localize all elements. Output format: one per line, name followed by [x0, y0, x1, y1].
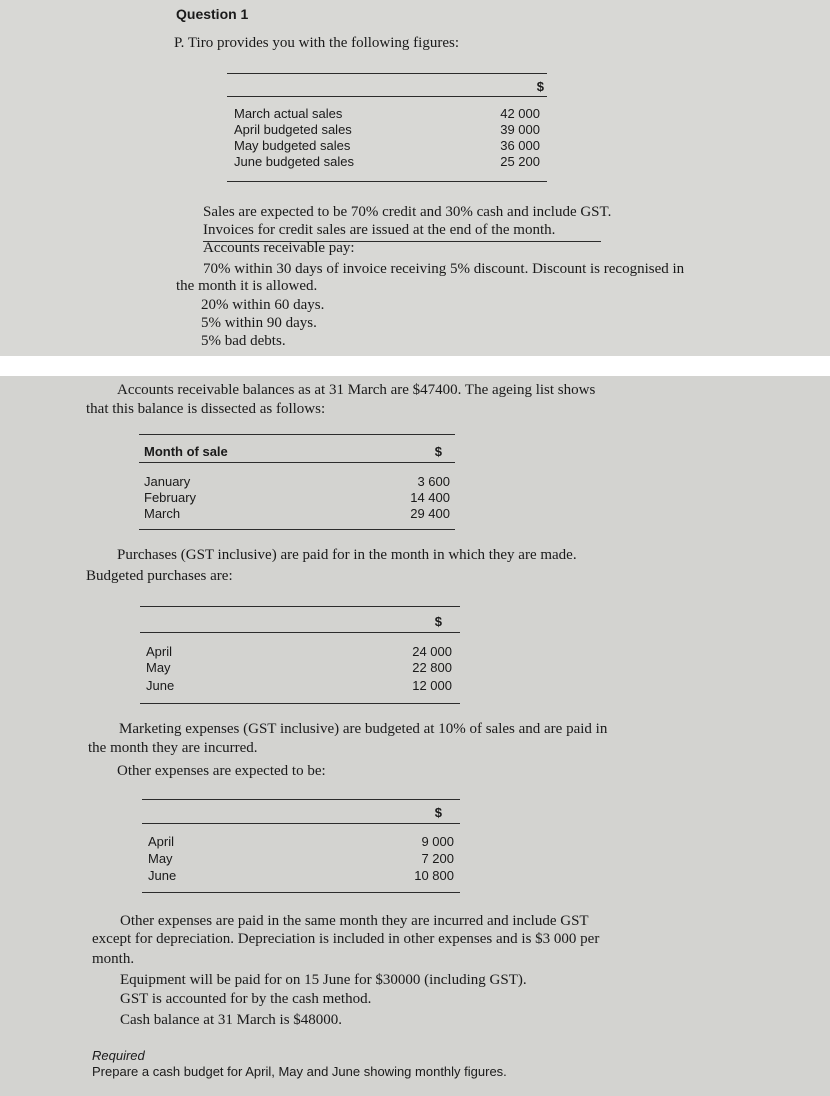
marketing-text: Marketing expenses (GST inclusive) are budgeted at 10% of sales and are paid in [119, 721, 608, 737]
other-expenses-row-value: 9 000 [421, 834, 454, 849]
marketing-text: Other expenses are expected to be: [117, 763, 326, 779]
sales-row-label: June budgeted sales [234, 154, 354, 169]
closing-note: month. [92, 951, 135, 967]
receivables-currency-header: $ [434, 444, 442, 459]
sales-row-label: May budgeted sales [234, 138, 351, 153]
closing-note: Other expenses are paid in the same month they are incurred and include GST [120, 913, 589, 929]
sales-note: 70% within 30 days of invoice receiving 5% discount. Discount is recognised in [203, 261, 685, 277]
receivables-row-label: January [144, 474, 191, 489]
sales-row-label: March actual sales [234, 106, 343, 121]
sales-row-value: 39 000 [500, 122, 540, 137]
receivables-row-value: 3 600 [417, 474, 450, 489]
sales-note: 5% bad debts. [201, 333, 286, 349]
purchases-text: Budgeted purchases are: [86, 568, 233, 584]
other-expenses-row-label: May [148, 851, 173, 866]
purchases-row-value: 24 000 [412, 644, 452, 659]
receivables-text: Accounts receivable balances as at 31 March are $47400. The ageing list shows [117, 382, 596, 398]
receivables-row-label: February [144, 490, 197, 505]
other-expenses-row-label: April [148, 834, 175, 849]
other-expenses-currency-header: $ [434, 805, 442, 820]
question-title: Question 1 [176, 6, 249, 22]
other-expenses-row-label: June [148, 868, 177, 883]
other-expenses-row-value: 7 200 [421, 851, 454, 866]
sales-note: the month it is allowed. [176, 278, 318, 294]
receivables-text: that this balance is dissected as follows: [86, 401, 326, 417]
sales-row-value: 42 000 [500, 106, 540, 121]
sales-note: Sales are expected to be 70% credit and 30% cash and include GST. [203, 204, 612, 220]
receivables-row-value: 14 400 [410, 490, 450, 505]
required-label: Required [92, 1048, 145, 1063]
page-gap [0, 356, 830, 376]
closing-note: except for depreciation. Depreciation is included in other expenses and is $3 000 per [92, 931, 600, 947]
sales-currency-header: $ [536, 79, 544, 94]
closing-note: Cash balance at 31 March is $48000. [120, 1012, 343, 1028]
sales-row-value: 36 000 [500, 138, 540, 153]
closing-note: Equipment will be paid for on 15 June for $30000 (including GST). [120, 972, 527, 988]
sales-note: 20% within 60 days. [201, 297, 325, 313]
other-expenses-row-value: 10 800 [414, 868, 454, 883]
sales-note: 5% within 90 days. [201, 315, 317, 331]
page-upper [0, 0, 830, 356]
closing-note: GST is accounted for by the cash method. [120, 991, 372, 1007]
receivables-row-value: 29 400 [410, 506, 450, 521]
question-intro: P. Tiro provides you with the following figures: [174, 35, 460, 51]
marketing-text: the month they are incurred. [88, 740, 258, 756]
purchases-currency-header: $ [434, 614, 442, 629]
sales-note: Invoices for credit sales are issued at the end of the month. [203, 222, 556, 238]
purchases-row-label: May [146, 660, 171, 675]
purchases-row-value: 12 000 [412, 678, 452, 693]
sales-note: Accounts receivable pay: [203, 240, 355, 256]
purchases-row-label: June [146, 678, 175, 693]
receivables-row-label: March [144, 506, 181, 521]
receivables-header-label: Month of sale [144, 444, 228, 459]
purchases-row-label: April [146, 644, 173, 659]
required-text: Prepare a cash budget for April, May and June showing monthly figures. [92, 1064, 507, 1079]
purchases-text: Purchases (GST inclusive) are paid for in the month in which they are made. [117, 547, 577, 563]
sales-row-label: April budgeted sales [234, 122, 352, 137]
sales-row-value: 25 200 [500, 154, 540, 169]
purchases-row-value: 22 800 [412, 660, 452, 675]
